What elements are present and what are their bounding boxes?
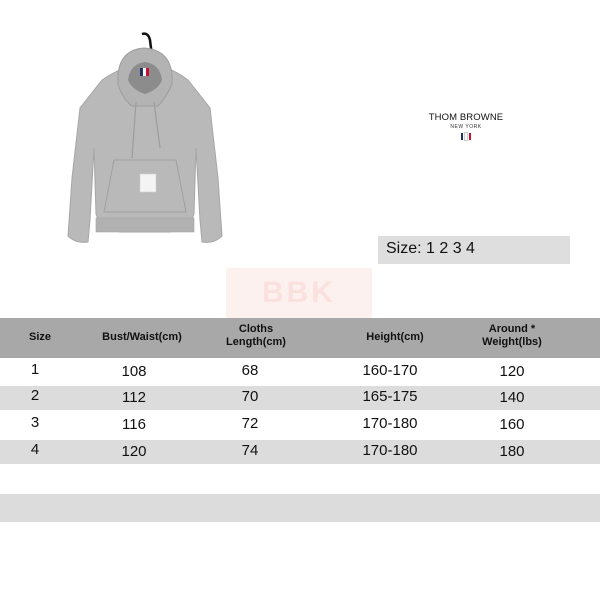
cell-weight: 180 <box>499 443 525 460</box>
brand-stripes-icon <box>420 133 512 140</box>
brand-logo <box>420 112 512 140</box>
watermark-text: BBK <box>262 276 336 309</box>
table-row <box>0 386 600 410</box>
bottom-band <box>0 494 600 522</box>
header-size: Size <box>28 331 51 343</box>
brand-name: THOM BROWNE <box>428 112 504 123</box>
header-bust-waist: Bust/Waist(cm) <box>102 331 182 343</box>
header-height: Height(cm) <box>366 331 424 343</box>
cell-bust: 120 <box>121 443 147 460</box>
size-options-label: Size: 1 2 3 4 <box>386 240 475 257</box>
size-options-bar <box>378 236 570 264</box>
cell-height: 160-170 <box>362 362 418 379</box>
cell-size: 3 <box>30 414 40 431</box>
cell-size: 2 <box>30 387 40 404</box>
cell-size: 1 <box>30 361 40 378</box>
table-row <box>0 440 600 464</box>
cell-bust: 112 <box>122 389 146 406</box>
cell-weight: 140 <box>499 389 525 406</box>
cell-height: 170-180 <box>362 442 418 459</box>
cell-height: 170-180 <box>362 415 418 432</box>
cell-length: 72 <box>241 415 259 432</box>
cell-bust: 116 <box>122 416 146 433</box>
size-table-header <box>0 318 600 358</box>
cell-bust: 108 <box>121 363 147 380</box>
cell-size: 4 <box>30 441 40 458</box>
cell-length: 70 <box>241 388 259 405</box>
cell-length: 68 <box>241 362 259 379</box>
watermark <box>226 268 372 318</box>
table-row <box>0 360 600 384</box>
header-cloths-length: Cloths Length(cm) <box>226 323 286 348</box>
cell-weight: 120 <box>499 363 525 380</box>
table-row <box>0 413 600 437</box>
product-image-hoodie <box>60 28 230 258</box>
brand-city: NEW YORK <box>450 124 482 130</box>
header-weight: Around * Weight(lbs) <box>482 323 542 348</box>
cell-weight: 160 <box>499 416 525 433</box>
cell-height: 165-175 <box>362 388 418 405</box>
cell-length: 74 <box>241 442 259 459</box>
